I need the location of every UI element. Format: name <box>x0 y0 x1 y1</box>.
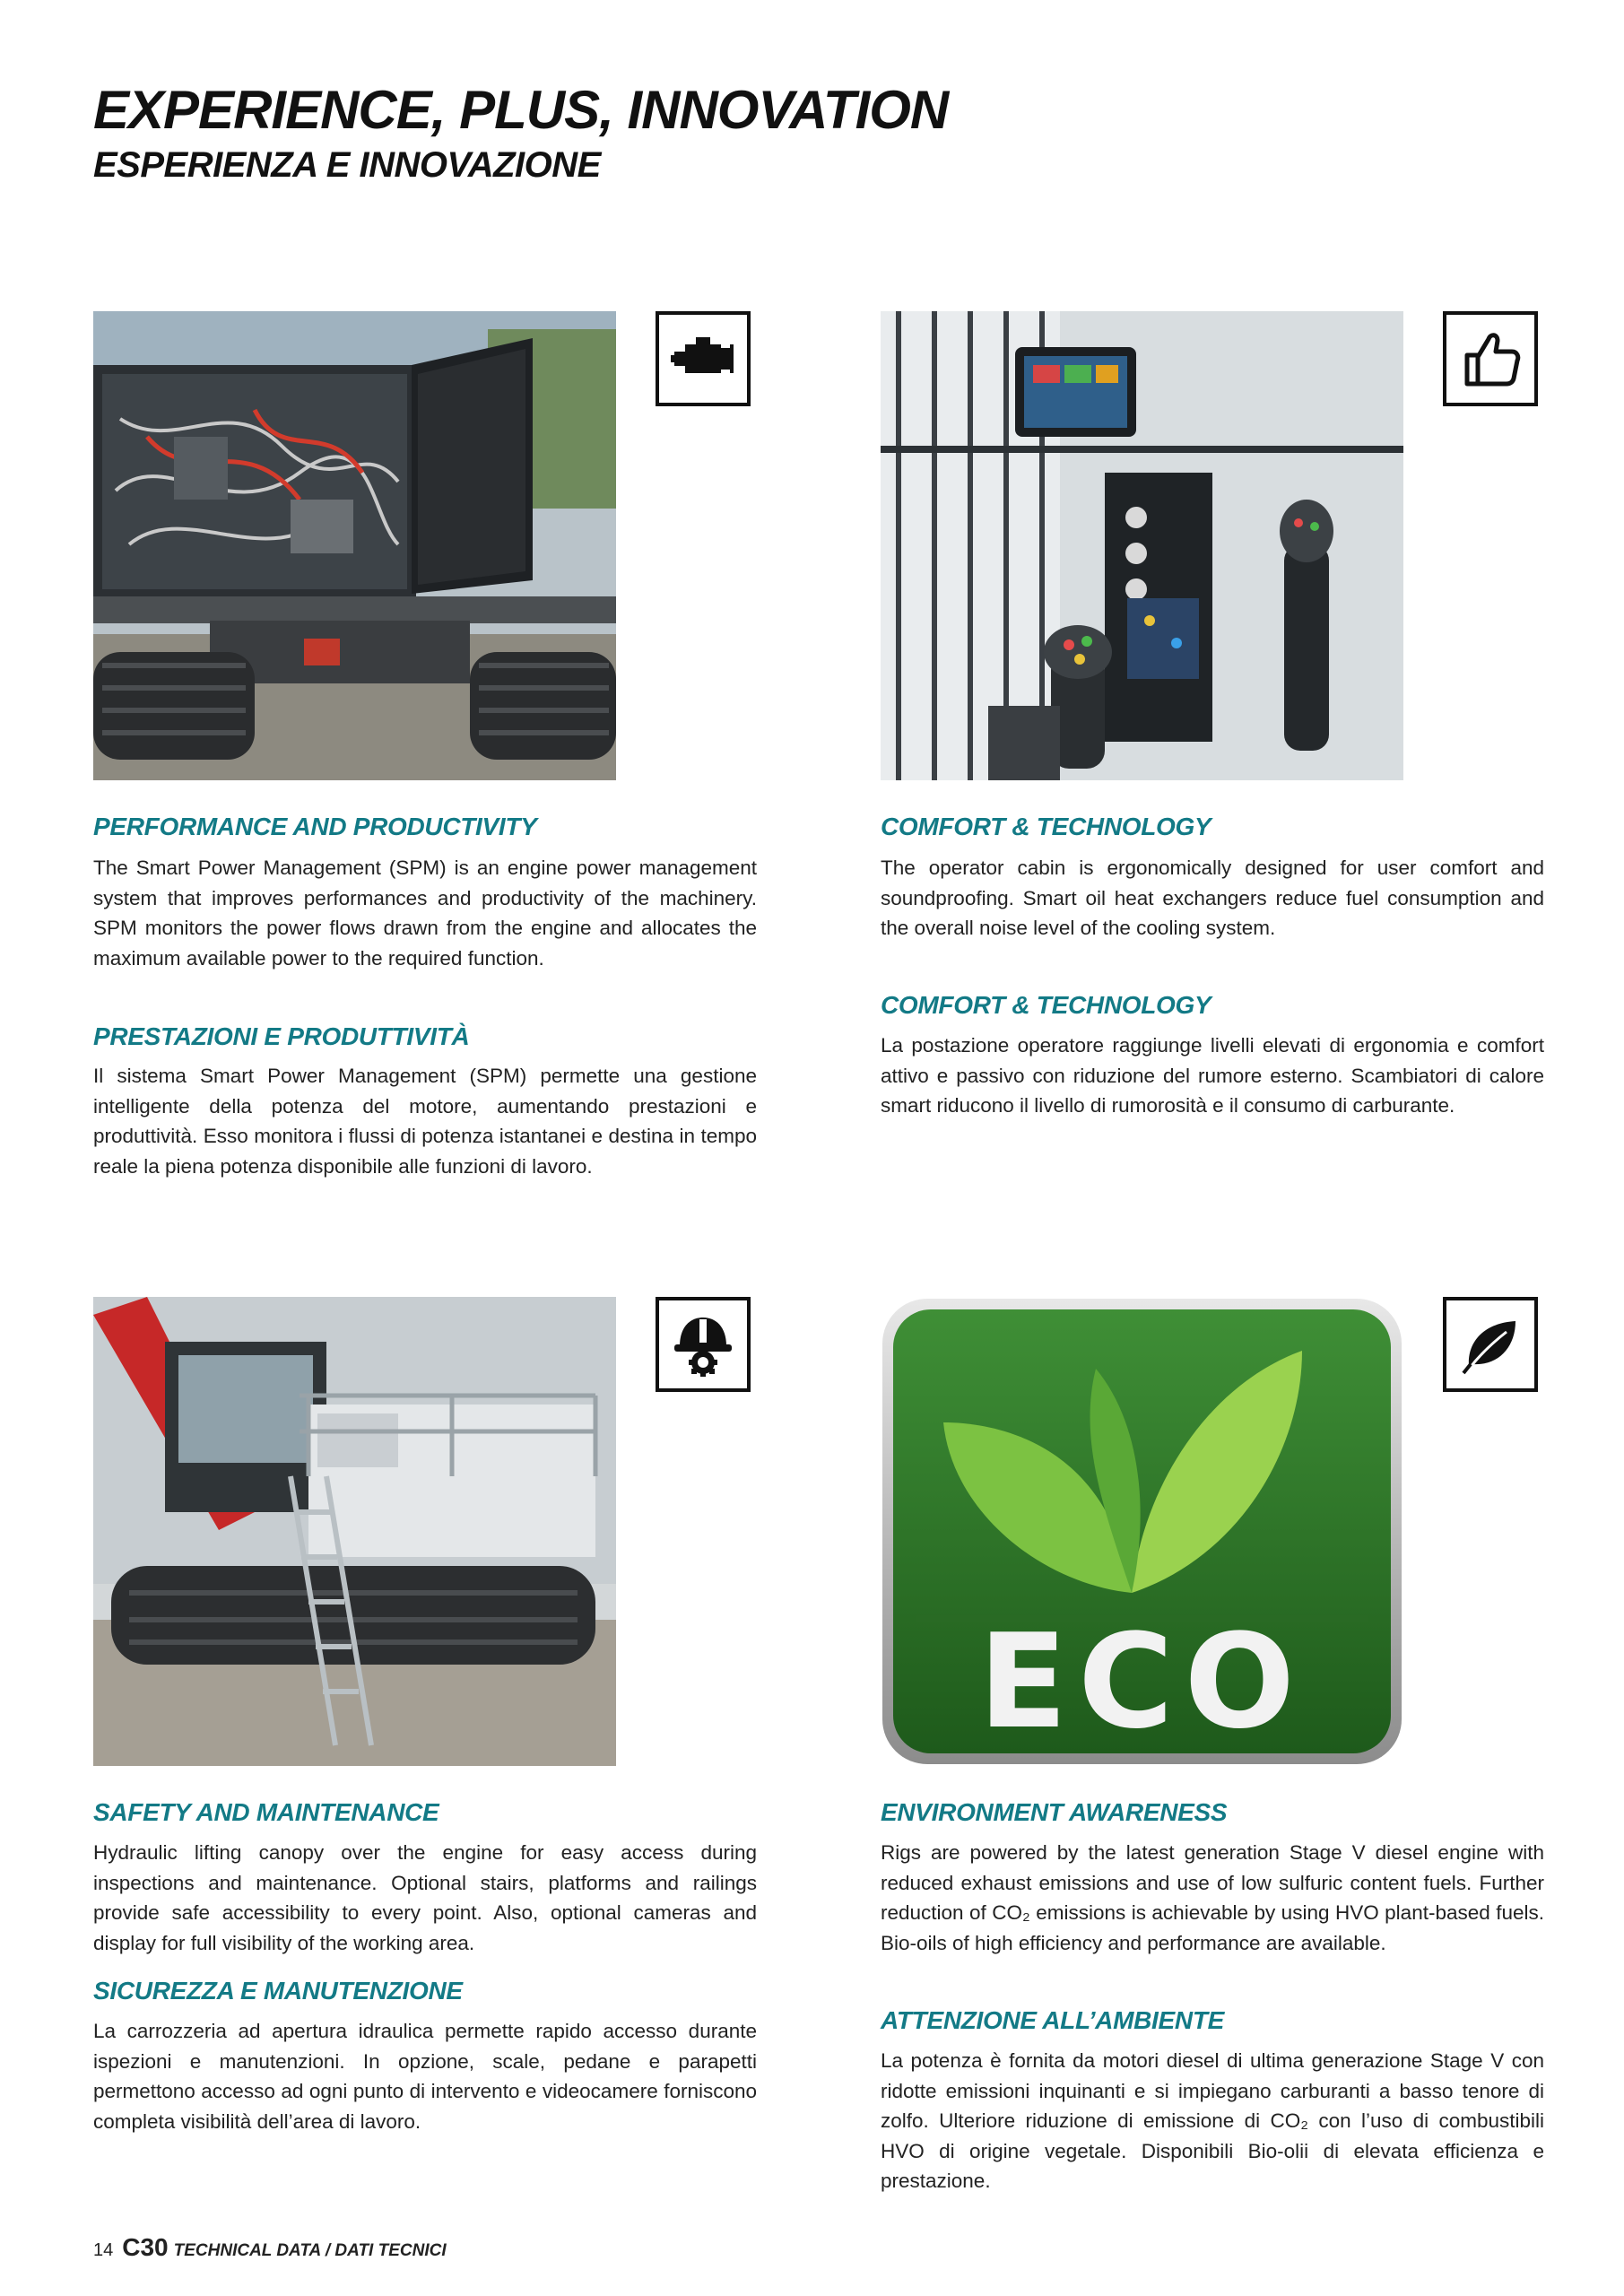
environment-text: Rigs are powered by the latest generation Stage V diesel engine with reduced exhaust emissions and use of low sulfuric content fuels. Further reduction of CO₂ emissions is achievable by using HVO plant-based fuels. Bio-oils of high efficiency and performance are available. <box>881 1841 1544 1954</box>
sicurezza-text: La carrozzeria ad apertura idraulica permette rapido accesso durante ispezioni e manutenzioni. In opzione, scale, pedane e parapetti permettono accesso ad ogni punto di intervento e videocamere forniscono completa visibilità dell’area di lavoro. <box>93 2020 757 2133</box>
safety-title: SAFETY AND MAINTENANCE <box>93 1798 439 1826</box>
safety-text: Hydraulic lifting canopy over the engine for easy access during inspections and maintenance. Optional stairs, platforms and railings provide safe accessibility to every point. Also, optional cameras and display for full visibility of the working area. <box>93 1841 757 1954</box>
prestazioni-title: PRESTAZIONI E PRODUTTIVITÀ <box>93 1022 470 1050</box>
machine-access-photo <box>93 1297 616 1766</box>
operator-cabin-photo <box>881 311 1403 780</box>
environment-title: ENVIRONMENT AWARENESS <box>881 1798 1228 1826</box>
eco-logo-text: ECO <box>978 1606 1306 1758</box>
comfort-it-title: COMFORT & TECHNOLOGY <box>881 991 1211 1019</box>
prestazioni-text: Il sistema Smart Power Management (SPM) permette una gestione intelligente della potenza del motore, aumentando prestazioni e produttività. Esso monitora i flussi di potenza istantanei e destina in tempo reale la piena potenza disponibile alle funzioni di lavoro. <box>93 1065 757 1178</box>
page-title: EXPERIENCE, PLUS, INNOVATION <box>93 80 949 140</box>
page-footer <box>93 2233 447 2262</box>
model-name: C30 <box>122 2233 169 2261</box>
performance-text: The Smart Power Management (SPM) is an engine power management system that improves performances and productivity of the machinery. SPM monitors the power flows drawn from the engine and allocates the maximum available power to the required function. <box>93 857 757 970</box>
helmet-gear-icon <box>656 1297 751 1392</box>
engine-compartment-photo <box>93 311 616 780</box>
comfort-it-text: La postazione operatore raggiunge livelli elevati di ergonomia e comfort attivo e passivo con riduzione del rumore esterno. Scambiatori di calore smart riducono il livello di rumorosità e il consumo di carburante. <box>881 1034 1544 1117</box>
comfort-title: COMFORT & TECHNOLOGY <box>881 813 1211 840</box>
footer-label: TECHNICAL DATA / DATI TECNICI <box>173 2241 447 2260</box>
thumbs-up-icon <box>1443 311 1538 406</box>
eco-logo <box>881 1297 1403 1766</box>
page-subtitle: ESPERIENZA E INNOVAZIONE <box>93 145 601 185</box>
page-number: 14 <box>93 2240 114 2260</box>
sicurezza-title: SICUREZZA E MANUTENZIONE <box>93 1977 463 2005</box>
comfort-text: The operator cabin is ergonomically designed for user comfort and soundproofing. Smart oil heat exchangers reduce fuel consumption and the overall noise level of the cooling system. <box>881 857 1544 939</box>
performance-title: PERFORMANCE AND PRODUCTIVITY <box>93 813 537 840</box>
leaf-icon <box>1443 1297 1538 1392</box>
ambiente-text: La potenza è fornita da motori diesel di ultima generazione Stage V con ridotte emissioni inquinanti e si impiegano carburanti a basso tenore di zolfo. Ulteriore riduzione di emissione di CO₂ con l’uso di combustibili HVO di origine vegetale. Disponibili Bio-olii di elevata efficienza e prestazione. <box>881 2049 1544 2192</box>
ambiente-title: ATTENZIONE ALL’AMBIENTE <box>881 2006 1224 2034</box>
engine-icon <box>656 311 751 406</box>
